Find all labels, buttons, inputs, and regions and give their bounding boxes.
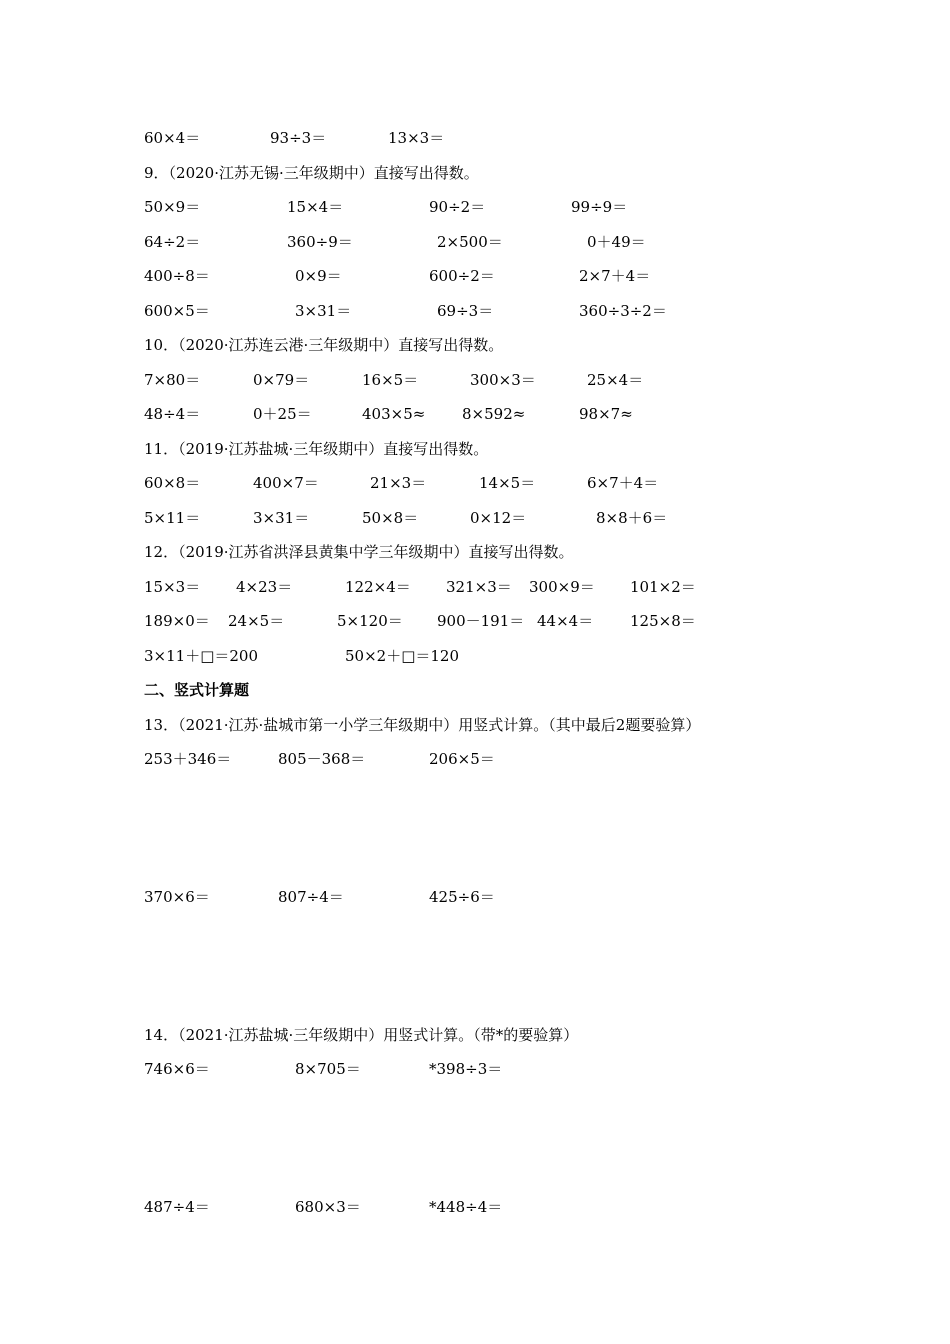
expression: 400÷8＝ bbox=[144, 267, 210, 285]
question-10-heading: 10．（2020·江苏连云港·三年级期中）直接写出得数。 bbox=[144, 336, 504, 354]
expression: 189×0＝ bbox=[144, 612, 210, 630]
expression: 122×4＝ bbox=[345, 578, 411, 596]
expression: 8×8＋6＝ bbox=[596, 509, 668, 527]
expression: 90÷2＝ bbox=[429, 198, 486, 216]
expression: 5×120＝ bbox=[337, 612, 403, 630]
expression: *448÷4＝ bbox=[429, 1198, 503, 1216]
expression: 13×3＝ bbox=[388, 129, 445, 147]
expression: 60×8＝ bbox=[144, 474, 201, 492]
expression: 400×7＝ bbox=[253, 474, 319, 492]
expression: 101×2＝ bbox=[630, 578, 696, 596]
expression: 300×3＝ bbox=[470, 371, 536, 389]
question-12-heading: 12．（2019·江苏省洪泽县黄集中学三年级期中）直接写出得数。 bbox=[144, 543, 574, 561]
expression: 50×8＝ bbox=[362, 509, 419, 527]
expression: 600÷2＝ bbox=[429, 267, 495, 285]
expression: 8×705＝ bbox=[295, 1060, 361, 1078]
expression: 14×5＝ bbox=[479, 474, 536, 492]
expression: 425÷6＝ bbox=[429, 888, 495, 906]
expression: 15×4＝ bbox=[287, 198, 344, 216]
expression: 321×3＝ bbox=[446, 578, 512, 596]
expression: 50×9＝ bbox=[144, 198, 201, 216]
expression: 0×9＝ bbox=[295, 267, 342, 285]
question-11-heading: 11．（2019·江苏盐城·三年级期中）直接写出得数。 bbox=[144, 440, 489, 458]
question-13-heading: 13．（2021·江苏·盐城市第一小学三年级期中）用竖式计算。（其中最后2题要验算） bbox=[144, 716, 701, 734]
expression: 69÷3＝ bbox=[437, 302, 494, 320]
expression: 300×9＝ bbox=[529, 578, 595, 596]
expression: *398÷3＝ bbox=[429, 1060, 503, 1078]
expression: 44×4＝ bbox=[537, 612, 594, 630]
expression: 3×31＝ bbox=[295, 302, 352, 320]
expression: 0×12＝ bbox=[470, 509, 527, 527]
expression: 2×7＋4＝ bbox=[579, 267, 651, 285]
expression: 4×23＝ bbox=[236, 578, 293, 596]
expression: 807÷4＝ bbox=[278, 888, 344, 906]
expression: 360÷3÷2＝ bbox=[579, 302, 667, 320]
expression: 60×4＝ bbox=[144, 129, 201, 147]
expression: 125×8＝ bbox=[630, 612, 696, 630]
expression: 16×5＝ bbox=[362, 371, 419, 389]
expression: 15×3＝ bbox=[144, 578, 201, 596]
expression: 25×4＝ bbox=[587, 371, 644, 389]
expression: 487÷4＝ bbox=[144, 1198, 210, 1216]
expression: 5×11＝ bbox=[144, 509, 201, 527]
expression: 48÷4＝ bbox=[144, 405, 201, 423]
expression: 3×11＋□＝200 bbox=[144, 647, 259, 665]
expression: 2×500＝ bbox=[437, 233, 503, 251]
expression: 24×5＝ bbox=[228, 612, 285, 630]
expression: 0＋49＝ bbox=[587, 233, 646, 251]
expression: 900－191＝ bbox=[437, 612, 525, 630]
expression: 0×79＝ bbox=[253, 371, 310, 389]
expression: 7×80＝ bbox=[144, 371, 201, 389]
expression: 680×3＝ bbox=[295, 1198, 361, 1216]
expression: 8×592≈ bbox=[462, 405, 526, 423]
expression: 21×3＝ bbox=[370, 474, 427, 492]
expression: 99÷9＝ bbox=[571, 198, 628, 216]
expression: 805－368＝ bbox=[278, 750, 366, 768]
question-9-heading: 9．（2020·江苏无锡·三年级期中）直接写出得数。 bbox=[144, 164, 479, 182]
question-14-heading: 14．（2021·江苏盐城·三年级期中）用竖式计算。（带*的要验算） bbox=[144, 1026, 579, 1044]
expression: 64÷2＝ bbox=[144, 233, 201, 251]
expression: 403×5≈ bbox=[362, 405, 426, 423]
expression: 93÷3＝ bbox=[270, 129, 327, 147]
section-title: 二、竖式计算题 bbox=[144, 681, 250, 699]
expression: 253＋346＝ bbox=[144, 750, 232, 768]
expression: 746×6＝ bbox=[144, 1060, 210, 1078]
expression: 98×7≈ bbox=[579, 405, 633, 423]
expression: 370×6＝ bbox=[144, 888, 210, 906]
expression: 0＋25＝ bbox=[253, 405, 312, 423]
expression: 50×2＋□＝120 bbox=[345, 647, 460, 665]
expression: 600×5＝ bbox=[144, 302, 210, 320]
expression: 360÷9＝ bbox=[287, 233, 353, 251]
expression: 3×31＝ bbox=[253, 509, 310, 527]
expression: 206×5＝ bbox=[429, 750, 495, 768]
expression: 6×7＋4＝ bbox=[587, 474, 659, 492]
